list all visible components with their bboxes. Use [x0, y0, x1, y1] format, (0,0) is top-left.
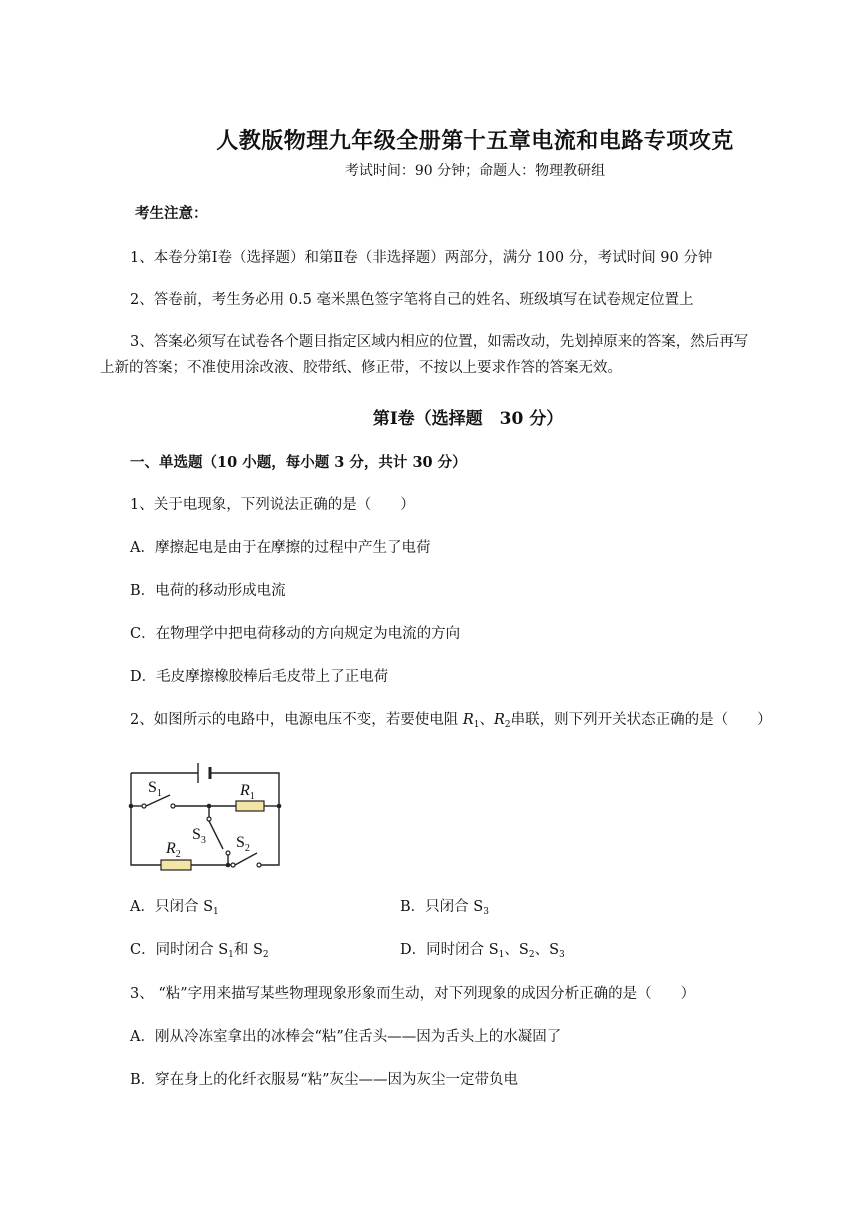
q2-d-sub2: 2 [528, 950, 535, 960]
q2-c-mid: 和 S [233, 942, 263, 958]
section-title: 第Ⅰ卷（选择题 30 分） [372, 409, 564, 429]
part-heading: 一、单选题（10 小题，每小题 3 分，共计 30 分） [130, 454, 467, 471]
q2-option-d [400, 940, 565, 965]
q2-r1-sub: 1 [473, 720, 480, 730]
q2-r2: R [494, 712, 505, 728]
q2-sep: 、 [479, 712, 494, 728]
s3-contact-bottom [226, 851, 230, 855]
notice-item-3-line1: 3、答案必须写在试卷各个题目指定区域内相应的位置，如需改动，先划掉原来的答案，然后再写 [130, 334, 749, 350]
q1-option-c: C．在物理学中把电荷移动的方向规定为电流的方向 [130, 626, 461, 642]
q2-c-sub1: 1 [228, 950, 234, 960]
q2-option-b [400, 897, 489, 922]
q2-b-sub: 3 [483, 907, 489, 917]
q1-option-d: D．毛皮摩擦橡胶棒后毛皮带上了正电荷 [130, 669, 389, 685]
s2-contact-right [257, 863, 261, 867]
q2-stem [130, 710, 772, 735]
label-r2: $R_2$ [166, 840, 181, 860]
s2-contact-left [231, 863, 235, 867]
q2-option-a [130, 897, 219, 922]
page-subtitle: 考试时间：90 分钟；命题人：物理教研组 [344, 163, 606, 179]
q2-d-sep2: 、S [534, 942, 560, 958]
s1-contact-left [142, 804, 146, 808]
circuit-diagram [128, 757, 288, 872]
wire-bottom-right [259, 806, 279, 865]
junction-mid [207, 804, 212, 809]
q2-stem-pre: 2、如图所示的电路中，电源电压不变，若要使电阻 [130, 712, 463, 728]
label-s3: $S_3$ [192, 826, 206, 846]
q2-a-text: A．只闭合 S [130, 899, 214, 915]
s3-switch-blade [209, 821, 223, 849]
s3-contact-top [207, 817, 211, 821]
resistor-r1 [236, 801, 264, 811]
q2-c-text: C．同时闭合 S [130, 942, 229, 958]
q2-stem-post: 串联，则下列开关状态正确的是（ ） [510, 712, 772, 728]
s1-contact-right [171, 804, 175, 808]
junction-bottom [226, 863, 231, 868]
notice-item-2: 2、答卷前，考生务必用 0.5 毫米黑色签字笔将自己的姓名、班级填写在试卷规定位置上 [130, 292, 694, 308]
notice-heading: 考生注意： [135, 205, 208, 222]
q2-a-sub: 1 [213, 907, 219, 917]
q1-option-a: A．摩擦起电是由于在摩擦的过程中产生了电荷 [130, 540, 431, 556]
q2-r1: R [462, 712, 474, 728]
q2-d-sub1: 1 [498, 950, 505, 960]
q3-option-a: A．刚从冷冻室拿出的冰棒会“粘”住舌头——因为舌头上的水凝固了 [130, 1029, 562, 1045]
q2-r2-sub: 2 [504, 720, 511, 730]
q2-c-sub2: 2 [262, 950, 269, 960]
page-title: 人教版物理九年级全册第十五章电流和电路专项攻克 [216, 128, 734, 154]
notice-item-3-line2: 上新的答案；不准使用涂改液、胶带纸、修正带，不按以上要求作答的答案无效。 [100, 360, 622, 376]
q2-d-sep1: 、S [504, 942, 529, 958]
q2-d-text: D．同时闭合 S [400, 942, 499, 958]
s2-switch-blade [235, 853, 257, 865]
label-r1: $R_1$ [240, 782, 255, 802]
q1-stem: 1、关于电现象，下列说法正确的是（ ） [130, 497, 415, 513]
q2-option-c [130, 940, 269, 965]
q3-option-b: B．穿在身上的化纤衣服易“粘”灰尘——因为灰尘一定带负电 [130, 1072, 518, 1088]
junction-right [277, 804, 282, 809]
junction-left [129, 804, 134, 809]
label-s1: $S_1$ [148, 779, 162, 799]
resistor-r2 [161, 860, 191, 870]
notice-item-1: 1、本卷分第Ⅰ卷（选择题）和第Ⅱ卷（非选择题）两部分，满分 100 分，考试时间 90 分钟 [130, 250, 713, 266]
q2-d-sub3: 3 [559, 950, 565, 960]
q3-stem: 3、 “粘”字用来描写某些物理现象形象而生动，对下列现象的成因分析正确的是（ ） [130, 986, 696, 1002]
label-s2: $S_2$ [236, 834, 250, 854]
q1-option-b: B．电荷的移动形成电流 [130, 583, 286, 599]
q2-b-text: B．只闭合 S [400, 899, 484, 915]
